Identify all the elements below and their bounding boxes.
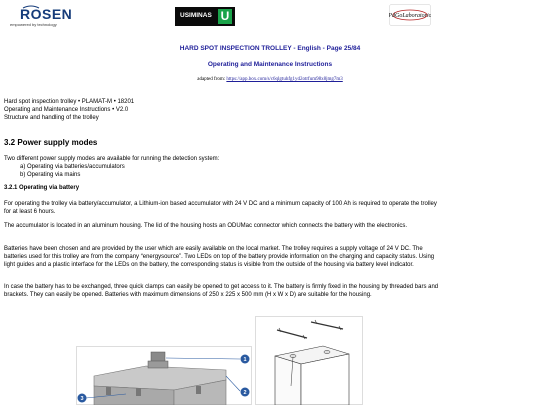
intro-text: Two different power supply modes are available for running the detection system: bbox=[4, 156, 220, 162]
rosen-logo-text: ROSEN bbox=[20, 6, 73, 22]
usiminas-mark-icon: U bbox=[218, 9, 232, 24]
callout-layer bbox=[76, 346, 252, 405]
battery-drawing-figure bbox=[255, 316, 363, 405]
meta-chapter-line: Structure and handling of the trolley bbox=[4, 115, 99, 121]
meta-product-line: Hard spot inspection trolley • PLAMAT-M • 18201 bbox=[4, 99, 135, 105]
callout-1-label: 1 bbox=[243, 357, 247, 363]
subsection-heading: 3.2.1 Operating via battery bbox=[4, 185, 80, 191]
callout-2 bbox=[241, 388, 250, 397]
document-subtitle: Operating and Maintenance Instructions bbox=[207, 61, 333, 68]
document-meta bbox=[4, 98, 134, 122]
paragraph-housing: The accumulator is located in an aluminum housing. The lid of the housing hosts an ODUMac connector which connects the battery with the electronics. bbox=[4, 223, 408, 229]
callout-3-label: 3 bbox=[80, 396, 84, 402]
header-logos bbox=[0, 0, 540, 34]
document-title: HARD SPOT INSPECTION TROLLEY - English - Page 25/84 bbox=[179, 45, 361, 52]
usiminas-logo-text: USIMINAS bbox=[180, 12, 212, 19]
pdgo-logo-text: PdGoLaboratorio bbox=[389, 13, 431, 19]
callout-3 bbox=[78, 394, 87, 403]
battery-housing-figure bbox=[76, 346, 252, 405]
callout-2-label: 2 bbox=[243, 390, 247, 396]
adapted-from-line bbox=[0, 77, 540, 82]
usiminas-logo bbox=[175, 7, 235, 26]
source-link[interactable]: https://app.box.com/s/c6qlgtuhfg1yd2otrfum98x8jmg7m3 bbox=[226, 77, 343, 82]
rosen-logo bbox=[5, 4, 75, 28]
paragraph-requirements: For operating the trolley via battery/accumulator, a Lithium-ion based accumulator with 24 V DC and a minimum capacity of 100 Ah is required to operate the trolley for at least 6 hours. bbox=[4, 201, 437, 215]
paragraph-batteries: Batteries have been chosen and are provided by the user which are easily available on the local market. The trolley requires a supply voltage of 24 V DC. The batteries used for this trolley are from the company “energysource”. Two LEDs on top of the battery provide information on the charging and capacity status. Using light guides and a plastic interface for the LEDs on the battery, the corresponding status is visible from the outside of the housing via battery level indicator. bbox=[4, 246, 435, 268]
option-b: b) Operating via mains bbox=[20, 172, 81, 178]
option-a: a) Operating via batteries/accumulators bbox=[20, 164, 125, 170]
pdgo-badge-icon bbox=[389, 4, 431, 26]
callout-1 bbox=[241, 355, 250, 364]
section-heading: 3.2 Power supply modes bbox=[4, 138, 98, 147]
intro-block bbox=[4, 155, 444, 179]
pdgo-logo bbox=[389, 4, 431, 26]
meta-manual-line: Operating and Maintenance Instructions • V2.0 bbox=[4, 107, 129, 113]
battery-line-drawing bbox=[255, 316, 363, 405]
adapted-from-label: adapted from: bbox=[197, 77, 226, 82]
rosen-tagline: empowered by technology bbox=[10, 22, 57, 27]
paragraph-exchange: In case the battery has to be exchanged, three quick clamps can easily be opened to get access to it. The battery is firmly fixed in the housing by threaded bars and brackets. They can easily be opened. Batteries with maximum dimensions of 250 x 225 x 500 mm (H x W x D) are suitable for the housing. bbox=[4, 284, 439, 298]
